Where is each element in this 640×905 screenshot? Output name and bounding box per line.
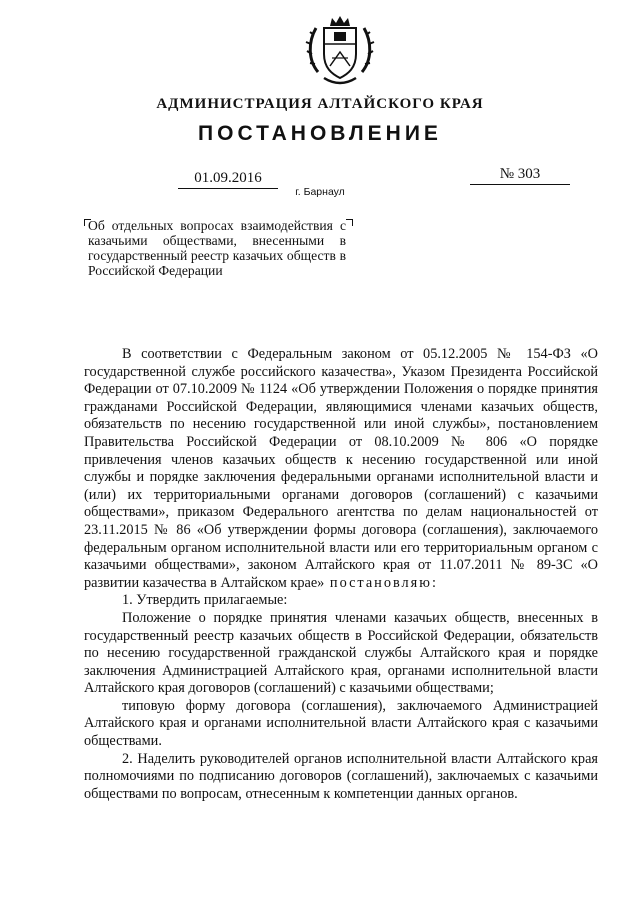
- subject-bracket-right: [346, 219, 353, 226]
- item-1: 1. Утвердить прилагаемые:: [122, 592, 288, 609]
- organization-name: АДМИНИСТРАЦИЯ АЛТАЙСКОГО КРАЯ: [156, 96, 484, 112]
- document-number: № 303: [470, 166, 570, 185]
- preamble-paragraph: [84, 346, 598, 592]
- item-1-a: Положение о порядке принятия членами казачьих обществ, внесенных в государственный реестр казачьих обществ в Российской Федерации, обязательств по несению государственной гражданской службы Алтайского края и порядке заключения Администрацией Алтайского края, органами исполнительной власти Алтайского края договоров (соглашений) с казачьими обществами;: [84, 609, 598, 697]
- altai-coat-of-arms-icon: [304, 14, 376, 90]
- document-date: 01.09.2016: [178, 170, 278, 189]
- document-place: г. Барнаул: [295, 186, 345, 198]
- document-type-title: ПОСТАНОВЛЕНИЕ: [198, 122, 442, 145]
- item-1-b: типовую форму договора (соглашения), заключаемого Администрацией Алтайского края и органами исполнительной власти Алтайского края с казачьими обществами.: [84, 697, 598, 750]
- preamble-text: В соответствии с Федеральным законом от 05.12.2005 № 154-ФЗ «О государственной службе российского казачества», Указом Президента Российской Федерации от 07.10.2009 № 1124 «Об утверждении Положения о порядке принятия гражданами Российской Федерации, являющимися членами казачьих обществ, обязательств по несению государственной или иной службы», постановлением Правительства Российской Федерации от 08.10.2009 № 806 «О порядке привлечения членов казачьих обществ к несению государственной или иной службы и порядке заключения федеральными органами исполнительной власти и (или) их территориальными органами договоров (соглашений) с казачьими обществами», приказом Федерального агентства по делам национальностей от 23.11.2015 № 86 «Об утверждении формы договора (соглашения), заключаемого федеральным органом исполнительной власти или его территориальным органом с казачьими обществами», законом Алтайского края от 11.07.2011 № 89-ЗС «О развитии казачества в Алтайском крае»: [84, 346, 598, 591]
- document-body: [84, 346, 598, 803]
- item-2: 2. Наделить руководителей органов исполнительной власти Алтайского края полномочиями по подписанию договоров (соглашений), заключаемых с казачьими обществами по вопросам, отнесенным к компетенции данных органов.: [84, 750, 598, 802]
- decree-word: постановляю:: [324, 574, 438, 591]
- document-subject: Об отдельных вопросах взаимодействия с казачьими обществами, внесенными в государственный реестр казачьих обществ в Российской Федерации: [88, 218, 346, 278]
